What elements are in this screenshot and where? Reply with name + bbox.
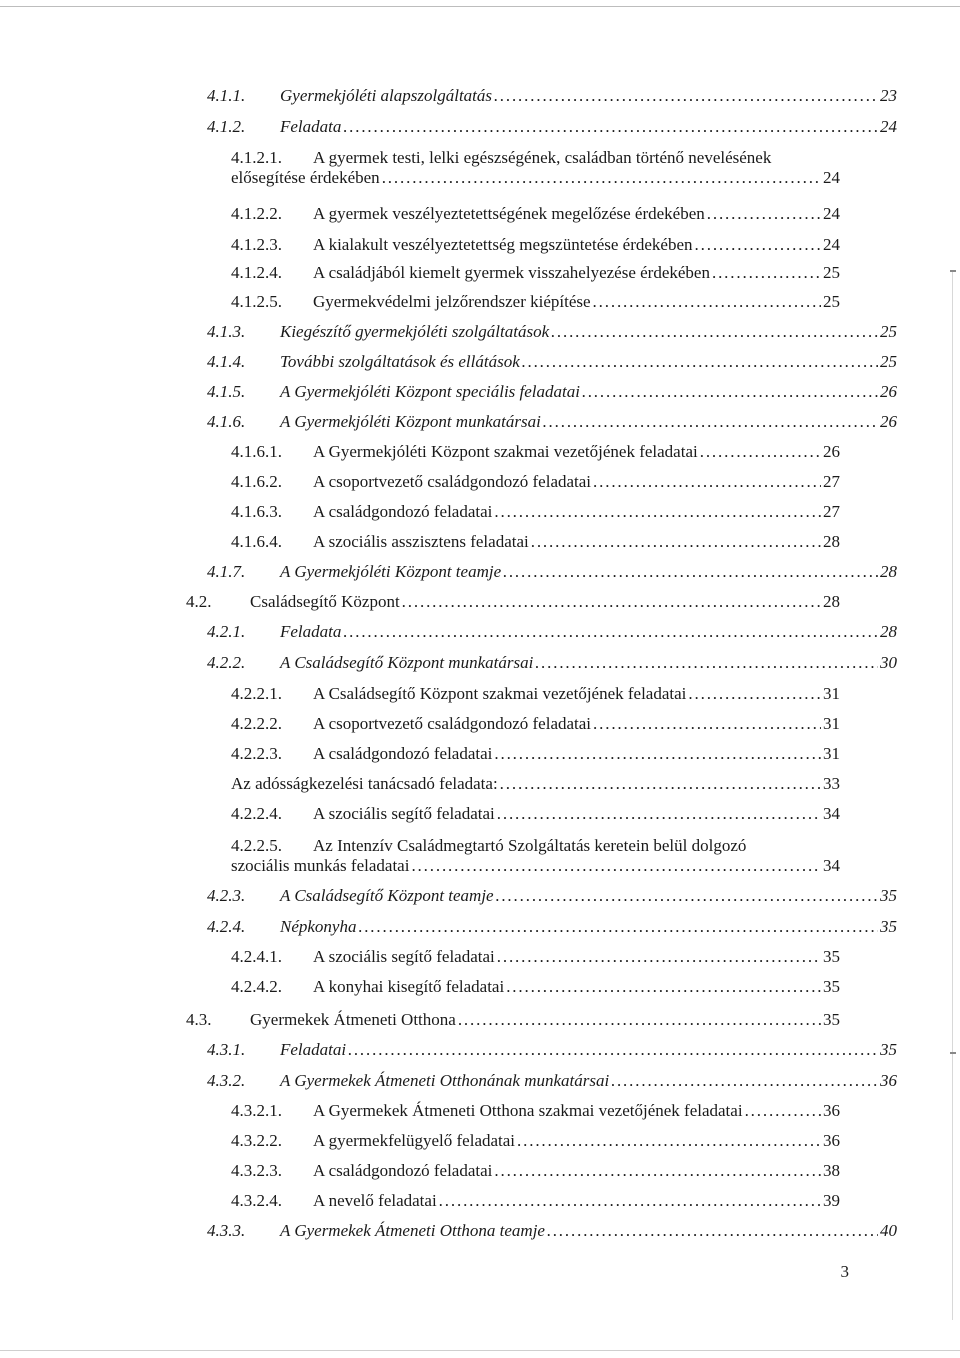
toc-entry-title: Feladata xyxy=(280,622,342,641)
toc-entry[interactable] xyxy=(231,1131,840,1151)
toc-entry-page: 26 xyxy=(880,382,897,401)
toc-entry-page: 39 xyxy=(823,1191,840,1210)
toc-entry-number: 4.1.6.3. xyxy=(231,502,282,521)
toc-entry-number: 4.2.4.1. xyxy=(231,947,282,966)
dot-leader xyxy=(497,947,821,967)
toc-entry-number: 4.1.2.5. xyxy=(231,292,282,311)
toc-entry-number: 4.1.6.2. xyxy=(231,472,282,491)
toc-entry[interactable] xyxy=(231,804,840,824)
dot-leader xyxy=(593,472,821,492)
toc-entry-page: 38 xyxy=(823,1161,840,1180)
page-number: 3 xyxy=(840,1262,849,1281)
dot-leader xyxy=(531,532,821,552)
toc-entry-page: 28 xyxy=(823,532,840,551)
toc-entry-page: 26 xyxy=(880,412,897,431)
toc-entry[interactable] xyxy=(231,204,840,224)
toc-entry-page: 28 xyxy=(823,592,840,611)
dot-leader xyxy=(707,204,821,224)
scan-edge-bottom xyxy=(0,1350,960,1351)
toc-entry-number: 4.2.4. xyxy=(207,917,246,936)
dot-leader xyxy=(500,774,821,794)
toc-entry-title: Feladatai xyxy=(280,1040,347,1059)
toc-entry-number: 4.2.2.5. xyxy=(231,836,282,855)
toc-entry-number: 4.2.2. xyxy=(207,653,246,672)
toc-entry-number: 4.2.2.3. xyxy=(231,744,282,763)
dot-leader xyxy=(458,1010,821,1030)
toc-entry-number: 4.1.3. xyxy=(207,322,246,341)
dot-leader xyxy=(695,235,821,255)
toc-entry-page: 36 xyxy=(823,1131,840,1150)
dot-leader xyxy=(494,1161,821,1181)
toc-entry-title: A nevelő feladatai xyxy=(313,1191,437,1210)
toc-entry-number: 4.3.3. xyxy=(207,1221,246,1240)
toc-entry-page: 36 xyxy=(880,1071,897,1090)
toc-entry-title: A Családsegítő Központ teamje xyxy=(280,886,494,905)
toc-entry-number: 4.1.2. xyxy=(207,117,246,136)
dot-leader xyxy=(494,744,821,764)
toc-entry-page: 33 xyxy=(823,774,840,793)
toc-entry[interactable] xyxy=(231,774,840,794)
dot-leader xyxy=(745,1101,821,1121)
toc-entry-page: 27 xyxy=(823,472,840,491)
toc-entry[interactable] xyxy=(186,1010,840,1030)
toc-entry-number: 4.2. xyxy=(186,592,212,611)
toc-entry[interactable] xyxy=(207,382,897,402)
toc-entry-title: A családjából kiemelt gyermek visszahelyezése érdekében xyxy=(313,263,710,282)
dot-leader xyxy=(506,977,821,997)
dot-leader xyxy=(494,502,821,522)
toc-entry[interactable] xyxy=(231,263,840,283)
toc-entry-title: Feladata xyxy=(280,117,342,136)
toc-entry-title: Családsegítő Központ xyxy=(250,592,400,611)
toc-entry-title: A gyermek testi, lelki egészségének, családban történő nevelésének xyxy=(313,148,772,167)
toc-entry-title: A csoportvezető családgondozó feladatai xyxy=(313,472,592,491)
toc-entry-number: 4.1.7. xyxy=(207,562,246,581)
toc-entry-number: 4.1.2.4. xyxy=(231,263,282,282)
toc-entry[interactable] xyxy=(207,322,897,342)
toc-entry-number: 4.2.1. xyxy=(207,622,246,641)
toc-entry[interactable] xyxy=(207,117,897,137)
toc-entry-page: 31 xyxy=(823,714,840,733)
toc-entry-title: Gyermekek Átmeneti Otthona xyxy=(250,1010,456,1029)
toc-entry[interactable] xyxy=(231,235,840,255)
toc-entry[interactable] xyxy=(231,472,840,492)
toc-entry-title: A konyhai kisegítő feladatai xyxy=(313,977,505,996)
toc-entry[interactable] xyxy=(207,1040,897,1060)
toc-entry-page: 25 xyxy=(823,263,840,282)
toc-entry[interactable] xyxy=(207,886,897,906)
dot-leader xyxy=(611,1071,878,1091)
dot-leader xyxy=(494,86,878,106)
toc-entry-page: 25 xyxy=(880,322,897,341)
toc-entry-title: Népkonyha xyxy=(280,917,357,936)
toc-entry-title: Gyermekvédelmi jelzőrendszer kiépítése xyxy=(313,292,591,311)
toc-entry-page: 28 xyxy=(880,562,897,581)
dot-leader xyxy=(348,1040,878,1060)
toc-entry-page: 24 xyxy=(823,204,840,223)
toc-entry-title: A szociális segítő feladatai xyxy=(313,947,495,966)
dot-leader xyxy=(593,714,821,734)
toc-entry-number: 4.1.5. xyxy=(207,382,246,401)
toc-entry[interactable] xyxy=(207,86,897,106)
toc-entry-title-continuation: szociális munkás feladatai xyxy=(231,856,410,875)
toc-entry-title: További szolgáltatások és ellátások xyxy=(280,352,520,371)
toc-entry-page: 34 xyxy=(823,804,840,823)
toc-entry[interactable] xyxy=(207,1221,897,1241)
toc-entry-page: 26 xyxy=(823,442,840,461)
toc-entry[interactable] xyxy=(231,502,840,522)
dot-leader xyxy=(503,562,878,582)
toc-entry-number: 4.1.1. xyxy=(207,86,246,105)
toc-entry-page: 25 xyxy=(880,352,897,371)
toc-entry-number: 4.2.2.2. xyxy=(231,714,282,733)
toc-entry-title: A szociális segítő feladatai xyxy=(313,804,495,823)
dot-leader xyxy=(712,263,821,283)
dot-leader xyxy=(688,684,821,704)
toc-entry-number: 4.1.6. xyxy=(207,412,246,431)
dot-leader xyxy=(535,653,878,673)
toc-entry-number: 4.2.4.2. xyxy=(231,977,282,996)
dot-leader xyxy=(593,292,821,312)
toc-entry[interactable] xyxy=(231,1161,840,1181)
dot-leader xyxy=(411,856,821,876)
toc-entry-number: 4.2.2.4. xyxy=(231,804,282,823)
toc-entry-page: 35 xyxy=(880,1040,897,1059)
toc-entry[interactable] xyxy=(231,148,771,168)
dot-leader xyxy=(522,352,878,372)
toc-entry-number: 4.3. xyxy=(186,1010,212,1029)
toc-entry-title: A Gyermekek Átmeneti Otthona teamje xyxy=(280,1221,545,1240)
dot-leader xyxy=(402,592,821,612)
toc-entry-number: 4.3.1. xyxy=(207,1040,246,1059)
toc-entry[interactable] xyxy=(231,714,840,734)
toc-entry-title: A Családsegítő Központ munkatársai xyxy=(280,653,534,672)
toc-entry[interactable] xyxy=(231,1191,840,1211)
toc-entry-title: A kialakult veszélyeztetettség megszüntetése érdekében xyxy=(313,235,693,254)
toc-entry-page: 31 xyxy=(823,684,840,703)
toc-entry-page: 25 xyxy=(823,292,840,311)
toc-entry-title: Az adósságkezelési tanácsadó feladata: xyxy=(231,774,498,793)
toc-entry-title: A csoportvezető családgondozó feladatai xyxy=(313,714,592,733)
dot-leader xyxy=(382,168,821,188)
dot-leader xyxy=(497,804,821,824)
toc-entry[interactable] xyxy=(231,684,840,704)
toc-entry-continuation-line[interactable] xyxy=(231,856,840,876)
toc-entry-page: 35 xyxy=(880,886,897,905)
toc-entry-number: 4.2.2.1. xyxy=(231,684,282,703)
toc-entry[interactable] xyxy=(207,917,897,937)
dot-leader xyxy=(700,442,821,462)
toc-entry-page: 24 xyxy=(880,117,897,136)
toc-entry-number: 4.1.2.1. xyxy=(231,148,282,167)
toc-entry[interactable] xyxy=(231,977,840,997)
dot-leader xyxy=(343,117,878,137)
toc-entry-page: 23 xyxy=(880,86,897,105)
toc-entry-number: 4.2.3. xyxy=(207,886,246,905)
toc-entry-page: 24 xyxy=(823,168,840,187)
toc-entry-number: 4.3.2.4. xyxy=(231,1191,282,1210)
toc-entry-page: 31 xyxy=(823,744,840,763)
toc-entry-page: 28 xyxy=(880,622,897,641)
toc-entry[interactable] xyxy=(231,292,840,312)
toc-entry[interactable] xyxy=(231,744,840,764)
dot-leader xyxy=(582,382,878,402)
toc-entry-title: A szociális asszisztens feladatai xyxy=(313,532,529,551)
toc-entry[interactable] xyxy=(207,412,897,432)
toc-entry-page: 35 xyxy=(823,977,840,996)
toc-entry-number: 4.1.6.1. xyxy=(231,442,282,461)
toc-entry-number: 4.1.6.4. xyxy=(231,532,282,551)
dot-leader xyxy=(547,1221,878,1241)
toc-entry-continuation-line[interactable] xyxy=(231,168,840,188)
toc-entry[interactable] xyxy=(231,947,840,967)
toc-entry[interactable] xyxy=(207,352,897,372)
dot-leader xyxy=(551,322,878,342)
toc-entry-page: 30 xyxy=(880,653,897,672)
toc-entry-number: 4.3.2. xyxy=(207,1071,246,1090)
toc-entry-page: 36 xyxy=(823,1101,840,1120)
toc-entry-page: 24 xyxy=(823,235,840,254)
toc-entry-page: 34 xyxy=(823,856,840,875)
dot-leader xyxy=(343,622,878,642)
toc-entry[interactable] xyxy=(207,1071,897,1091)
toc-entry-title: Az Intenzív Családmegtartó Szolgáltatás keretein belül dolgozó xyxy=(313,836,747,855)
toc-entry-title: Gyermekjóléti alapszolgáltatás xyxy=(280,86,493,105)
toc-entry-number: 4.1.4. xyxy=(207,352,246,371)
toc-entry-title: A gyermek veszélyeztetettségének megelőzése érdekében xyxy=(313,204,705,223)
toc-entry[interactable] xyxy=(186,592,840,612)
toc-entry-title: A Gyermekjóléti Központ teamje xyxy=(280,562,502,581)
toc-entry-title: A Családsegítő Központ szakmai vezetőjének feladatai xyxy=(313,684,687,703)
toc-entry-number: 4.3.2.2. xyxy=(231,1131,282,1150)
toc-entry-title: A Gyermekek Átmeneti Otthonának munkatársai xyxy=(280,1071,610,1090)
dot-leader xyxy=(496,886,878,906)
toc-entry-page: 27 xyxy=(823,502,840,521)
toc-entry-title: A családgondozó feladatai xyxy=(313,744,493,763)
toc-entry-number: 4.1.2.3. xyxy=(231,235,282,254)
toc-entry-page: 40 xyxy=(880,1221,897,1240)
dot-leader xyxy=(358,917,878,937)
toc-entry-page: 35 xyxy=(823,947,840,966)
toc-entry[interactable] xyxy=(207,653,897,673)
toc-entry-title: A Gyermekjóléti Központ szakmai vezetőjének feladatai xyxy=(313,442,698,461)
toc-entry-number: 4.1.2.2. xyxy=(231,204,282,223)
toc-entry[interactable] xyxy=(231,1101,840,1121)
dot-leader xyxy=(543,412,878,432)
toc-entry-title: A Gyermekjóléti Központ munkatársai xyxy=(280,412,541,431)
toc-entry-number: 4.3.2.3. xyxy=(231,1161,282,1180)
toc-entry-title: Kiegészítő gyermekjóléti szolgáltatások xyxy=(280,322,550,341)
toc-entry[interactable] xyxy=(231,836,746,856)
toc-entry-title-continuation: elősegítése érdekében xyxy=(231,168,380,187)
toc-entry[interactable] xyxy=(231,442,840,462)
toc-entry-title: A családgondozó feladatai xyxy=(313,1161,493,1180)
dot-leader xyxy=(439,1191,821,1211)
dot-leader xyxy=(517,1131,821,1151)
toc-entry-number: 4.3.2.1. xyxy=(231,1101,282,1120)
toc-entry-title: A Gyermekjóléti Központ speciális feladatai xyxy=(280,382,580,401)
toc-entry-title: A családgondozó feladatai xyxy=(313,502,493,521)
toc-entry-page: 35 xyxy=(823,1010,840,1029)
toc-entry[interactable] xyxy=(207,622,897,642)
toc-entry-title: A gyermekfelügyelő feladatai xyxy=(313,1131,516,1150)
toc-entry-title: A Gyermekek Átmeneti Otthona szakmai vezetőjének feladatai xyxy=(313,1101,743,1120)
toc-entry[interactable] xyxy=(207,562,897,582)
toc-entry[interactable] xyxy=(231,532,840,552)
toc-entry-page: 35 xyxy=(880,917,897,936)
